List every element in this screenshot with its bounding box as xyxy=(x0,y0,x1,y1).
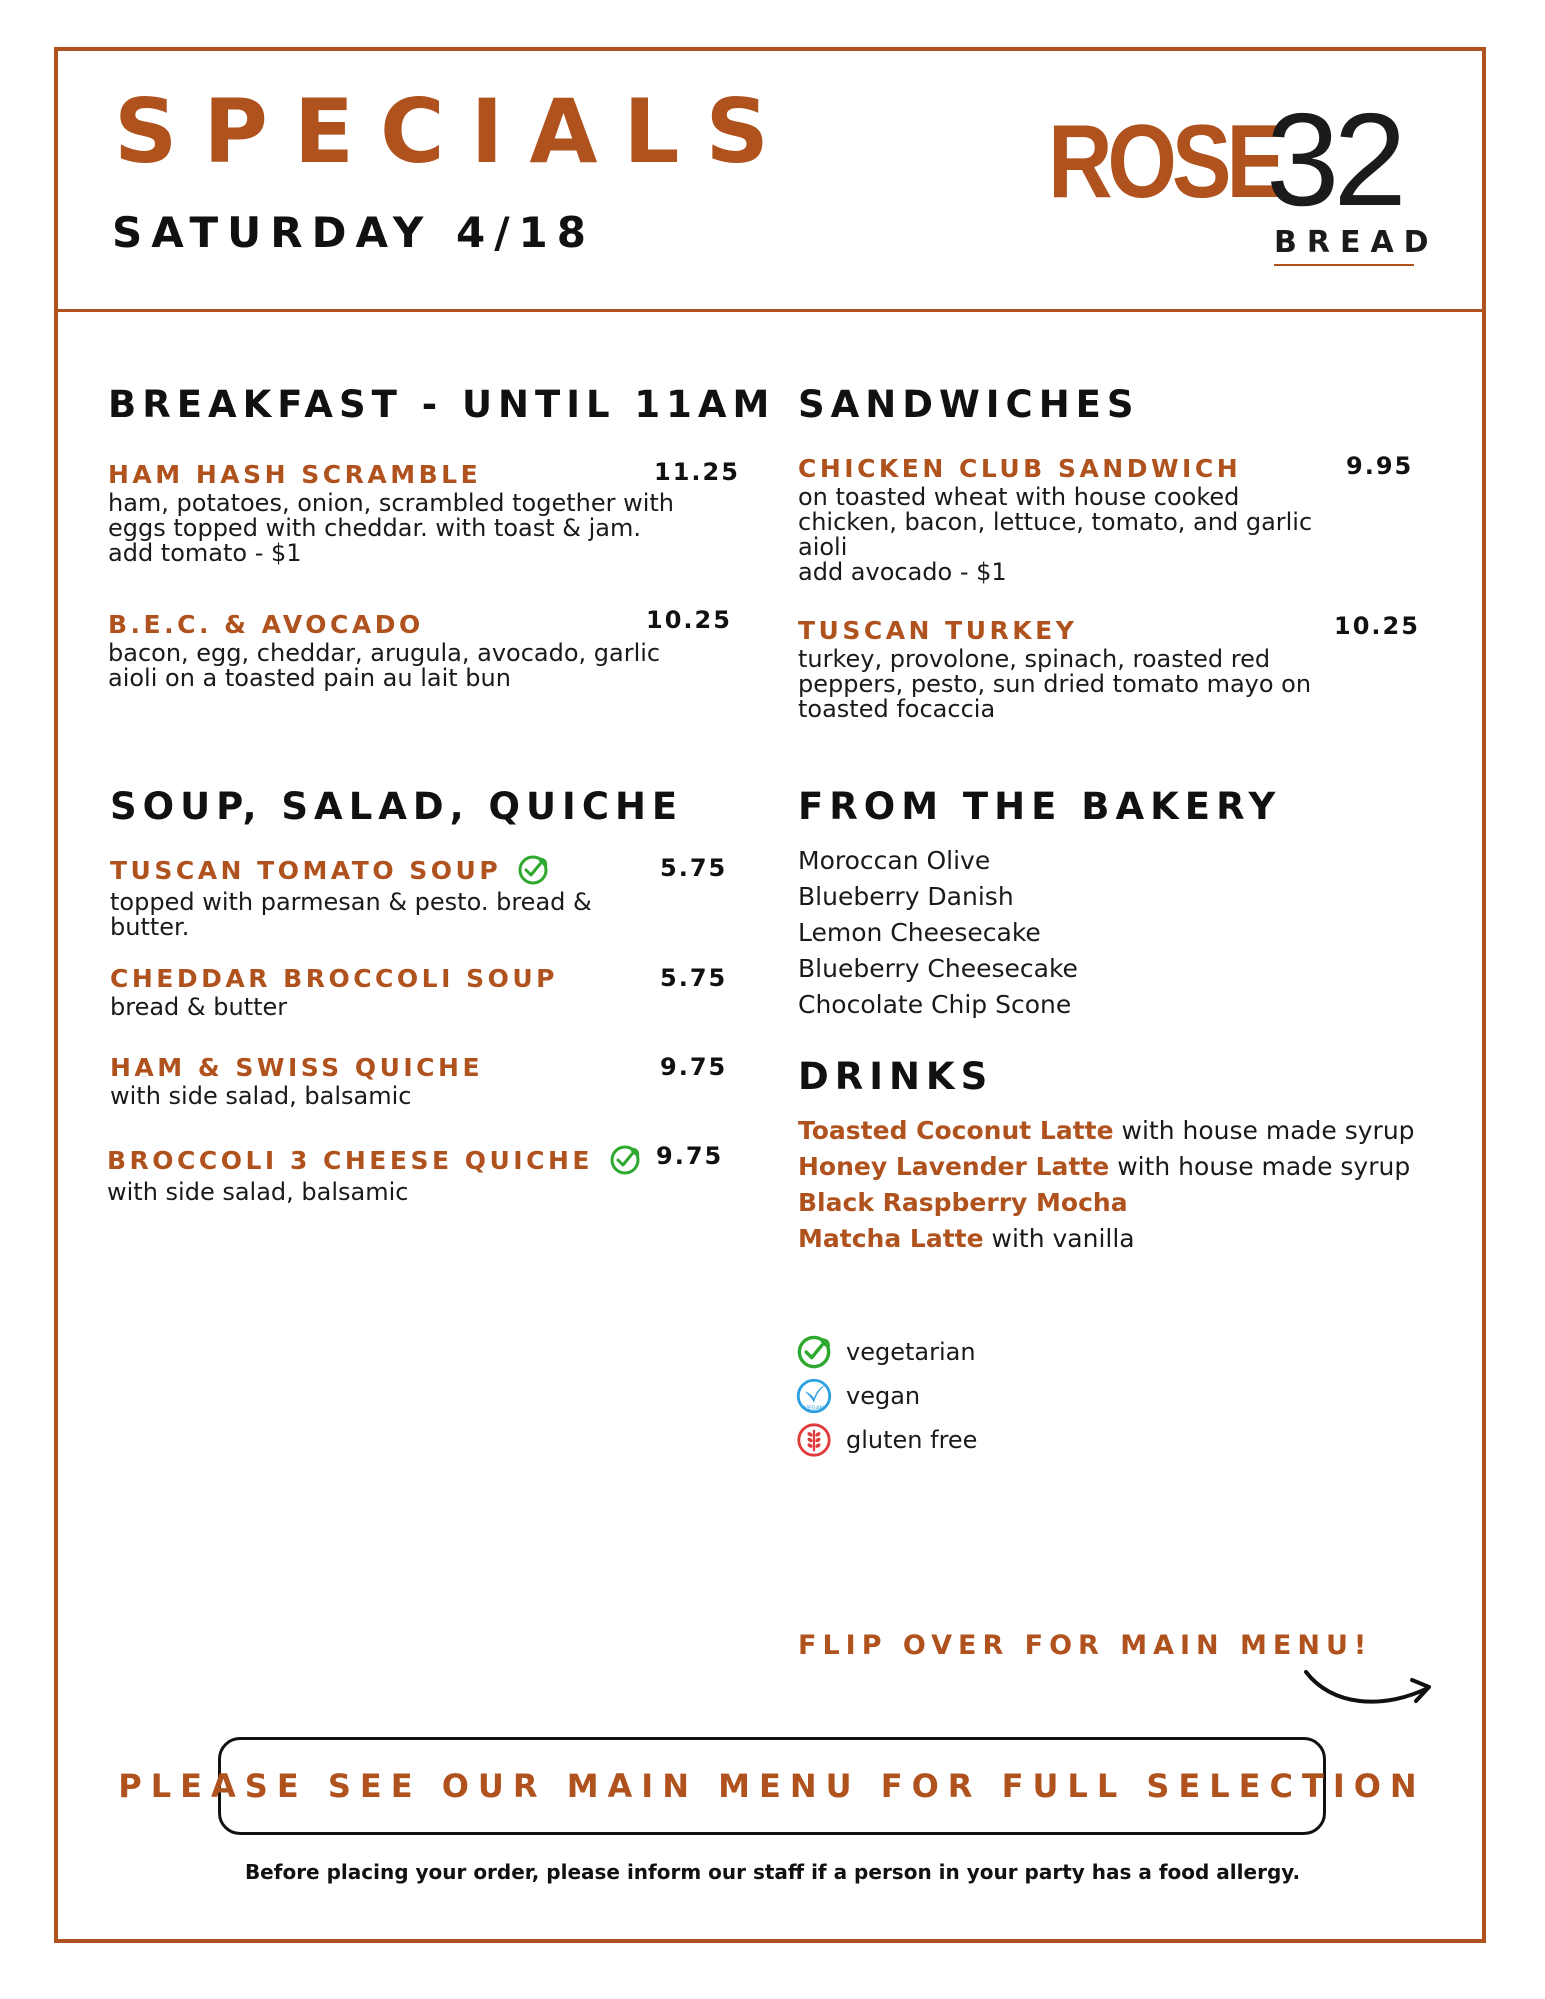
item-price: 5.75 xyxy=(660,964,728,992)
item-description: bacon, egg, cheddar, arugula, avocado, garlic aioli on a toasted pain au lait bun xyxy=(108,639,661,692)
list-item xyxy=(798,1185,1438,1221)
rose32-logo xyxy=(1048,86,1439,270)
menu-item xyxy=(110,854,730,940)
list-item: Lemon Cheesecake xyxy=(798,918,1041,947)
bakery-heading: FROM THE BAKERY xyxy=(798,785,1282,828)
legend-gluten-free xyxy=(796,1418,977,1462)
drinks-heading: DRINKS xyxy=(798,1055,994,1098)
item-price: 10.25 xyxy=(646,606,732,634)
breakfast-heading: BREAKFAST - UNTIL 11AM xyxy=(108,383,776,426)
leaf-check-icon xyxy=(796,1334,832,1370)
logo-bread-text: BREAD xyxy=(1274,225,1439,260)
vegan-leaf-icon xyxy=(796,1378,832,1414)
wheat-icon xyxy=(796,1422,832,1458)
legend-vegan xyxy=(796,1374,977,1418)
page-title: SPECIALS xyxy=(114,80,795,183)
logo-rose-text: ROSE xyxy=(1048,104,1281,220)
menu-date: SATURDAY 4/18 xyxy=(112,208,595,257)
logo-underline xyxy=(1274,264,1414,266)
drink-name: Toasted Coconut Latte xyxy=(798,1116,1114,1145)
list-item xyxy=(798,1149,1438,1185)
menu-item xyxy=(108,458,740,567)
list-item: Blueberry Danish xyxy=(798,882,1014,911)
item-name: CHEDDAR BROCCOLI SOUP xyxy=(110,964,558,993)
soup-salad-quiche-heading: SOUP, SALAD, QUICHE xyxy=(110,785,684,828)
item-description: turkey, provolone, spinach, roasted red peppers, pesto, sun dried tomato mayo on toasted focaccia xyxy=(798,645,1312,723)
item-name: HAM & SWISS QUICHE xyxy=(110,1053,484,1082)
item-name: TUSCAN TOMATO SOUP xyxy=(110,854,730,886)
item-name: CHICKEN CLUB SANDWICH xyxy=(798,454,1242,483)
legend-label: vegetarian xyxy=(846,1338,976,1366)
list-item xyxy=(798,1113,1438,1149)
item-price: 11.25 xyxy=(654,458,740,486)
item-price: 9.75 xyxy=(660,1053,728,1081)
item-description: ham, potatoes, onion, scrambled together with eggs topped with cheddar. with toast & jam. add tomato - $1 xyxy=(108,489,675,567)
drink-name: Black Raspberry Mocha xyxy=(798,1188,1128,1217)
item-name: TUSCAN TURKEY xyxy=(798,616,1078,645)
main-menu-note: PLEASE SEE OUR MAIN MENU FOR FULL SELECTION xyxy=(118,1767,1426,1805)
menu-item xyxy=(110,966,730,1020)
item-name: BROCCOLI 3 CHEESE QUICHE xyxy=(107,1144,727,1176)
drink-name: Matcha Latte xyxy=(798,1224,984,1253)
svg-text:VEGAN: VEGAN xyxy=(804,1405,824,1412)
item-description: topped with parmesan & pesto. bread & butter. xyxy=(110,888,592,941)
legend-label: gluten free xyxy=(846,1426,978,1454)
menu-item xyxy=(798,612,1420,723)
allergy-notice: Before placing your order, please inform our staff if a person in your party has a food allergy. xyxy=(244,1860,1301,1884)
item-name: HAM HASH SCRAMBLE xyxy=(108,460,482,489)
menu-item xyxy=(107,1144,727,1205)
list-item: Moroccan Olive xyxy=(798,846,991,875)
header-divider xyxy=(54,309,1486,312)
item-price: 5.75 xyxy=(660,854,728,882)
flip-over-note: FLIP OVER FOR MAIN MENU! xyxy=(798,1630,1373,1661)
item-description: with side salad, balsamic xyxy=(107,1178,409,1206)
item-price: 9.75 xyxy=(656,1142,724,1170)
item-description: on toasted wheat with house cooked chicken, bacon, lettuce, tomato, and garlic aioli add avocado - $1 xyxy=(798,483,1313,586)
logo-number-text: 32 xyxy=(1266,86,1401,233)
menu-item xyxy=(798,452,1418,586)
list-item: Chocolate Chip Scone xyxy=(798,990,1072,1019)
item-price: 10.25 xyxy=(1334,612,1420,640)
drink-name: Honey Lavender Latte xyxy=(798,1152,1110,1181)
dietary-legend xyxy=(796,1330,977,1462)
menu-item xyxy=(110,1055,730,1109)
drink-detail: with house made syrup xyxy=(1113,1116,1415,1145)
sandwiches-heading: SANDWICHES xyxy=(798,383,1140,426)
menu-item xyxy=(108,606,732,692)
item-description: with side salad, balsamic xyxy=(110,1082,412,1110)
vegetarian-icon xyxy=(609,1144,641,1176)
list-item: Blueberry Cheesecake xyxy=(798,954,1078,983)
curved-arrow-icon xyxy=(1302,1660,1440,1720)
vegetarian-icon xyxy=(517,854,549,886)
legend-vegetarian xyxy=(796,1330,977,1374)
drink-detail: with house made syrup xyxy=(1109,1152,1411,1181)
drink-detail: with vanilla xyxy=(983,1224,1135,1253)
item-description: bread & butter xyxy=(110,993,288,1021)
drinks-list xyxy=(798,1113,1438,1257)
main-menu-banner xyxy=(118,1737,1426,1835)
item-name: B.E.C. & AVOCADO xyxy=(108,610,424,639)
list-item xyxy=(798,1221,1438,1257)
legend-label: vegan xyxy=(846,1382,921,1410)
bakery-list xyxy=(798,843,1078,1023)
item-price: 9.95 xyxy=(1346,452,1414,480)
